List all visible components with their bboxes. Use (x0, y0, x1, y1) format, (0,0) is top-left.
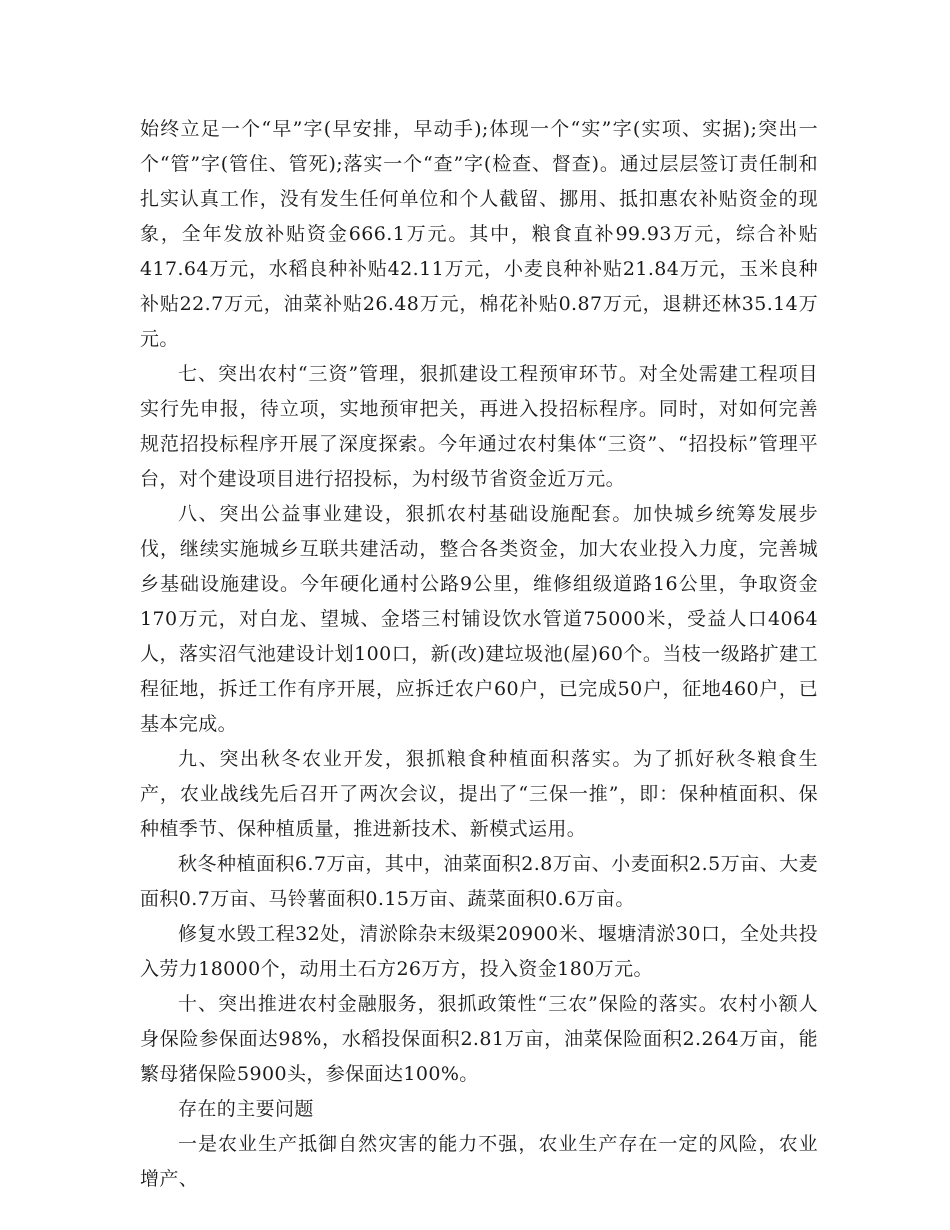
paragraph-planting-area: 秋冬种植面积6.7万亩，其中，油菜面积2.8万亩、小麦面积2.5万亩、大麦面积0.7万亩、马铃薯面积0.15万亩、蔬菜面积0.6万亩。 (140, 853, 818, 910)
paragraph-subsidy-summary: 始终立足一个“早”字(早安排，早动手);体现一个“实”字(实项、实据);突出一个“管”字(管住、管死);落实一个“查”字(检查、督查)。通过层层签订责任制和扎实认真工作，没有发生任何单位和个人截留、挪用、抵扣惠农补贴资金的现象，全年发放补贴资金666.1万元。其中，粮食直补99.93万元，综合补贴417.64万元，水稻良种补贴42.11万元，小麦良种补贴21.84万元，玉米良种补贴22.7万元，油菜补贴26.48万元，棉花补贴0.87万元，退耕还林35.14万元。 (140, 118, 818, 350)
paragraph-section-nine: 九、突出秋冬农业开发，狠抓粮食种植面积落实。为了抓好秋冬粮食生产，农业战线先后召开了两次会议，提出了“三保一推”，即：保种植面积、保种植季节、保种植质量，推进新技术、新模式运用。 (140, 748, 818, 840)
document-body (140, 112, 818, 1197)
paragraph-water-repair: 修复水毁工程32处，清淤除杂末级渠20900米、堰塘清淤30口，全处共投入劳力18000个，动用土石方26万方，投入资金180万元。 (140, 923, 818, 980)
paragraph-section-eight: 八、突出公益事业建设，狠抓农村基础设施配套。加快城乡统筹发展步伐，继续实施城乡互联共建活动，整合各类资金，加大农业投入力度，完善城乡基础设施建设。今年硬化通村公路9公里，维修组级道路16公里，争取资金170万元，对白龙、望城、金塔三村铺设饮水管道75000米，受益人口4064人，落实沼气池建设计划100口，新(改)建垃圾池(屋)60个。当枝一级路扩建工程征地，拆迁工作有序开展，应拆迁农户60户，已完成50户，征地460户，已基本完成。 (140, 503, 818, 735)
paragraph-problem-one: 一是农业生产抵御自然灾害的能力不强，农业生产存在一定的风险，农业增产、 (140, 1133, 818, 1190)
paragraph-section-ten: 十、突出推进农村金融服务，狠抓政策性“三农”保险的落实。农村小额人身保险参保面达98%，水稻投保面积2.81万亩，油菜保险面积2.264万亩，能繁母猪保险5900头，参保面达100%。 (140, 993, 818, 1085)
section-heading-problems: 存在的主要问题 (178, 1098, 314, 1120)
paragraph-section-seven: 七、突出农村“三资”管理，狠抓建设工程预审环节。对全处需建工程项目实行先申报，待立项，实地预审把关，再进入投招标程序。同时，对如何完善规范招投标程序开展了深度探索。今年通过农村集体“三资”、“招投标”管理平台，对个建设项目进行招投标，为村级节省资金近万元。 (140, 363, 818, 490)
